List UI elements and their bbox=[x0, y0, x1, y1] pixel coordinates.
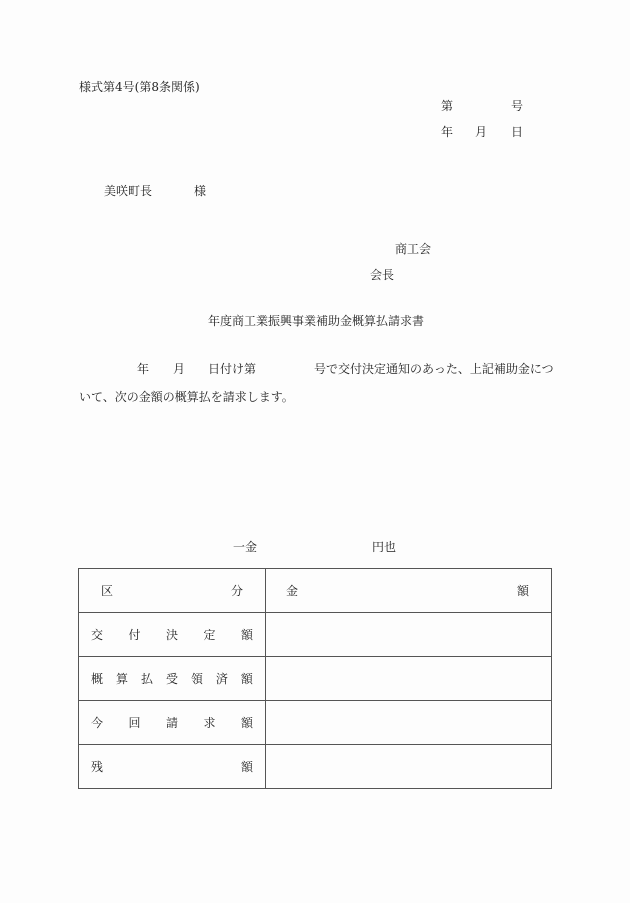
label-char: 交 bbox=[91, 628, 104, 642]
form-number: 様式第4号(第8条関係) bbox=[79, 80, 200, 94]
label-char: 概 bbox=[91, 672, 104, 686]
body-line-1 bbox=[79, 362, 559, 378]
reference-go: 号 bbox=[511, 99, 524, 113]
amount-suffix: 円也 bbox=[372, 540, 397, 554]
row-label-received-amount bbox=[79, 657, 266, 701]
table-header-row bbox=[79, 569, 552, 613]
label-char: 額 bbox=[240, 672, 253, 686]
table-row bbox=[79, 657, 552, 701]
table-row bbox=[79, 701, 552, 745]
label-char: 決 bbox=[165, 628, 178, 642]
label-char: 額 bbox=[240, 760, 253, 774]
header-amount-char: 金 bbox=[286, 584, 299, 598]
date-year: 年 bbox=[441, 125, 454, 139]
table-row bbox=[79, 745, 552, 789]
header-amount-char: 額 bbox=[516, 584, 529, 598]
label-char: 受 bbox=[165, 672, 178, 686]
header-category-char: 区 bbox=[101, 584, 114, 598]
amount-prefix: 一金 bbox=[233, 540, 258, 554]
table-row bbox=[79, 613, 552, 657]
date-day: 日 bbox=[511, 125, 524, 139]
body-day-dated: 日付け第 bbox=[208, 362, 257, 376]
body-month: 月 bbox=[173, 362, 186, 376]
row-value-received-amount[interactable] bbox=[266, 657, 552, 701]
claim-table bbox=[78, 568, 552, 789]
label-char: 額 bbox=[240, 628, 253, 642]
body-year: 年 bbox=[137, 362, 150, 376]
label-char: 今 bbox=[91, 716, 104, 730]
sender-title: 会長 bbox=[370, 268, 395, 282]
body-rest: 号で交付決定通知のあった、上記補助金につ bbox=[314, 362, 554, 376]
row-label-current-claim bbox=[79, 701, 266, 745]
label-char: 残 bbox=[91, 760, 104, 774]
header-category bbox=[79, 569, 266, 613]
label-char: 求 bbox=[203, 716, 216, 730]
row-label-granted-amount bbox=[79, 613, 266, 657]
label-char: 領 bbox=[190, 672, 203, 686]
row-label-balance bbox=[79, 745, 266, 789]
reference-dai: 第 bbox=[441, 99, 454, 113]
label-char: 済 bbox=[215, 672, 228, 686]
row-value-balance[interactable] bbox=[266, 745, 552, 789]
label-char: 定 bbox=[203, 628, 216, 642]
body-line-2: いて、次の金額の概算払を請求します。 bbox=[79, 390, 294, 404]
addressee-honorific: 様 bbox=[194, 184, 207, 198]
header-category-char: 分 bbox=[230, 584, 243, 598]
row-value-granted-amount[interactable] bbox=[266, 613, 552, 657]
document-title: 年度商工業振興事業補助金概算払請求書 bbox=[208, 314, 425, 328]
label-char: 算 bbox=[115, 672, 128, 686]
addressee-name: 美咲町長 bbox=[104, 184, 153, 198]
sender-organization: 商工会 bbox=[395, 242, 432, 256]
label-char: 請 bbox=[165, 716, 178, 730]
label-char: 回 bbox=[128, 716, 141, 730]
date-month: 月 bbox=[475, 125, 488, 139]
label-char: 払 bbox=[140, 672, 153, 686]
label-char: 額 bbox=[240, 716, 253, 730]
header-amount bbox=[266, 569, 552, 613]
row-value-current-claim[interactable] bbox=[266, 701, 552, 745]
label-char: 付 bbox=[128, 628, 141, 642]
amount-line bbox=[233, 540, 433, 556]
